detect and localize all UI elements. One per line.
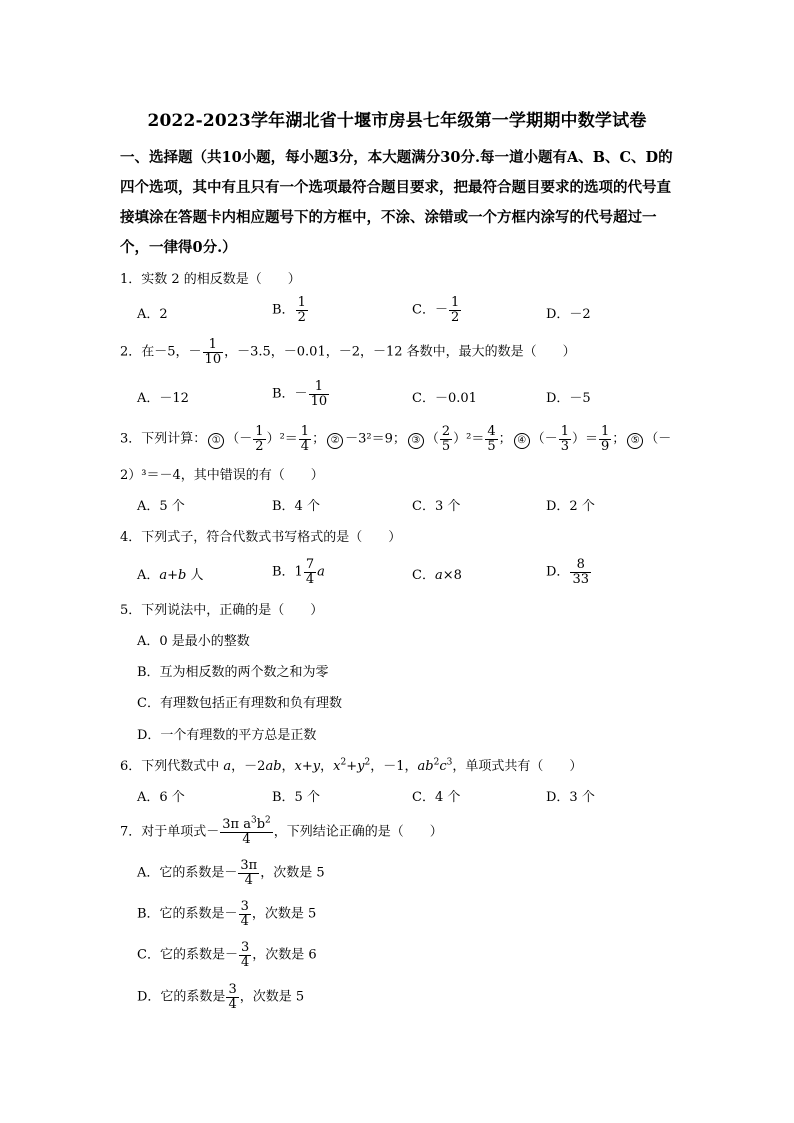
q2-option-a: A．－12	[137, 391, 189, 406]
q7-option-b: B．它的系数是－ $\frac{3}{4}$ ，次数是 5	[137, 899, 317, 929]
question-5: 5．下列说法中，正确的是（ ）	[120, 603, 324, 618]
q4-option-c: C．a×8	[412, 568, 462, 583]
q3-option-d: D．2 个	[546, 499, 595, 514]
question-3-line-2: 2）³＝－4，其中错误的有（ ）	[120, 468, 324, 483]
q6-option-a: A．6 个	[137, 790, 185, 805]
q2-option-b: B．－ $\frac{1}{10}$	[272, 379, 328, 409]
q4-option-b: B．1 $\frac{7}{4}$ a	[272, 557, 325, 587]
q7-option-a: A．它的系数是－ $\frac{3\pi}{4}$ ，次数是 5	[137, 858, 325, 888]
question-7: 7．对于单项式－ $\frac{3\pi a^3b^2}{4}$ ，下列结论正确的是（ ）	[120, 815, 443, 847]
q3-option-a: A．5 个	[137, 499, 185, 514]
q3-option-b: B．4 个	[272, 499, 320, 514]
q5-option-a: A．0 是最小的整数	[137, 634, 250, 649]
q6-option-d: D．3 个	[546, 790, 595, 805]
q1-option-d: D．－2	[546, 307, 591, 322]
q7-option-c: C．它的系数是－ $\frac{3}{4}$ ，次数是 6	[137, 940, 317, 970]
q1-option-c: C．－ $\frac{1}{2}$	[412, 295, 460, 325]
q3-option-c: C．3 个	[412, 499, 461, 514]
q5-option-b: B．互为相反数的两个数之和为零	[137, 665, 329, 680]
q1-option-b: B． $\frac{1}{2}$	[272, 295, 306, 325]
question-1: 1．实数 2 的相反数是（ ）	[120, 272, 301, 287]
q7-option-d: D．它的系数是 $\frac{3}{4}$ ，次数是 5	[137, 982, 305, 1012]
question-3: 3．下列计算： ① （－ $\frac{1}{2}$ ）²＝ $\frac{1}{4}$ ； ② －3²＝9； ③ （ $\frac{2}{5}$ ）²＝ $\frac{4}{5}$ ； ④ （－ $\frac{1}{3}$ ）＝ $\frac{1}{9}$ ； ⑤ （－	[120, 424, 672, 454]
q2-option-c: C．－0.01	[412, 391, 477, 406]
page-title: 2022-2023学年湖北省十堰市房县七年级第一学期期中数学试卷	[147, 111, 647, 131]
q5-option-c: C．有理数包括正有理数和负有理数	[137, 696, 342, 711]
q4-option-d: D． $\frac{8}{33}$	[546, 557, 589, 587]
q2-option-d: D．－5	[546, 391, 591, 406]
q1-option-a: A．2	[137, 307, 168, 322]
q5-option-d: D．一个有理数的平方总是正数	[137, 728, 317, 743]
q6-option-c: C．4 个	[412, 790, 461, 805]
question-6: 6．下列代数式中 a，－2ab，x+y，$x^2+y^2$，－1，$ab^2c^3$，单项式共有（ ）	[120, 757, 583, 774]
question-4: 4．下列式子，符合代数式书写格式的是（ ）	[120, 530, 402, 545]
question-2: 2．在－5，－ $\frac{1}{10}$ ，－3.5，－0.01，－2，－12 各数中，最大的数是（ ）	[120, 337, 576, 367]
q6-option-b: B．5 个	[272, 790, 320, 805]
section-heading: 一、选择题（共10小题，每小题3分，本大题满分30分.每一道小题有A、B、C、D的四个选项，其中有且只有一个选项最符合题目要求，把最符合题目要求的选项的代号直接填涂在答题卡内相应题号下的方框中，不涂、涂错或一个方框内涂写的代号超过一个，一律得0分.）	[120, 149, 673, 256]
q4-option-a: A．a+b 人	[137, 568, 204, 583]
